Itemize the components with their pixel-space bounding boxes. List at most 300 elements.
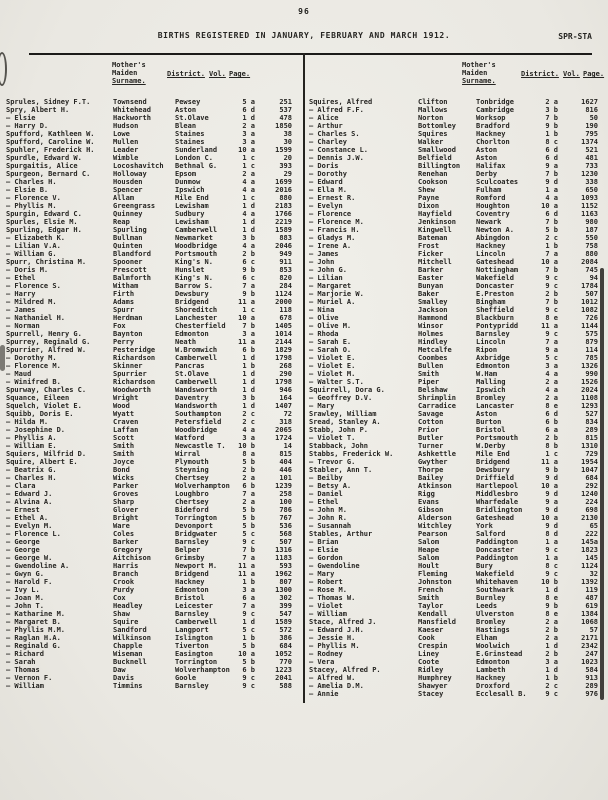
page-ref: 678 [279, 314, 292, 322]
district: Easington [175, 650, 213, 658]
district: Barnsley [476, 330, 510, 338]
table-row [6, 122, 296, 130]
mother-maiden-surname: Herdman [113, 314, 143, 322]
entry-name: Sread, Stanley A. [309, 418, 381, 426]
table-row [6, 146, 296, 154]
page-ref: 2000 [275, 298, 292, 306]
entry-name: — Gwendoline [309, 562, 360, 570]
entry-name: Spurling, Edgar H. [6, 226, 82, 234]
page-ref: 807 [279, 578, 292, 586]
table-row [6, 322, 296, 330]
mother-maiden-surname: Metcalfe [418, 346, 452, 354]
entry-name: — Irene A. [309, 242, 352, 250]
volume: 2 b [545, 290, 558, 298]
entry-name: — Harry [6, 290, 36, 298]
page-ref: 1239 [275, 482, 292, 490]
volume: 11 a [238, 298, 255, 306]
table-row [6, 602, 296, 610]
mother-maiden-surname: Whitehead [113, 106, 151, 114]
mother-maiden-surname: Mallows [418, 106, 448, 114]
district: Hackney [175, 578, 205, 586]
table-row [6, 274, 296, 282]
table-row [6, 354, 296, 362]
page-ref: 527 [585, 410, 598, 418]
mother-maiden-surname: Hammond [418, 314, 448, 322]
page-ref: 1310 [581, 442, 598, 450]
volume: 6 d [242, 106, 255, 114]
mother-maiden-surname: Heape [418, 546, 440, 554]
district: Lewisham [175, 218, 209, 226]
page-ref: 2183 [275, 202, 292, 210]
mother-maiden-surname: Chapple [113, 642, 143, 650]
page-ref: 386 [279, 634, 292, 642]
volume: 4 a [242, 178, 255, 186]
volume: 10 b [238, 442, 255, 450]
district: Burnley [476, 594, 506, 602]
header-maiden: Maiden [462, 69, 488, 77]
entry-name: — Annie [309, 690, 339, 698]
mother-maiden-surname: Norton [418, 114, 444, 122]
volume: 8 a [242, 450, 255, 458]
entry-name: — Ethel [6, 274, 36, 282]
volume: 4 a [242, 186, 255, 194]
entry-name: — Mildred M. [6, 298, 57, 306]
table-row [6, 562, 296, 570]
table-row [6, 458, 296, 466]
table-row [6, 330, 296, 338]
page-ref: 853 [279, 266, 292, 274]
table-row [6, 570, 296, 578]
table-row [6, 258, 296, 266]
table-row [6, 650, 296, 658]
district: Camberwell [175, 354, 218, 362]
table-row [6, 402, 296, 410]
district: Woodbridge [175, 426, 218, 434]
column-divider [303, 53, 305, 703]
mother-maiden-surname: Hackworth [113, 114, 151, 122]
entry-name: Srawley, William [309, 410, 377, 418]
mother-maiden-surname: Blandford [113, 250, 151, 258]
table-row [6, 234, 296, 242]
volume: 6 c [242, 274, 255, 282]
district: Bridgend [476, 458, 510, 466]
table-row [6, 634, 296, 642]
volume: 5 b [242, 522, 255, 530]
scan-artifact [0, 345, 5, 371]
mother-maiden-surname: Piper [418, 378, 440, 386]
page-ref: 399 [279, 602, 292, 610]
entry-name: — Arthur [309, 122, 343, 130]
district: Bristol [476, 426, 506, 434]
volume: 7 a [242, 602, 255, 610]
district: Axbridge [476, 354, 510, 362]
table-row [6, 362, 296, 370]
volume: 6 d [545, 146, 558, 154]
volume: 3 a [242, 586, 255, 594]
table-row [6, 466, 296, 474]
volume: 9 c [242, 682, 255, 690]
page-ref: 770 [279, 658, 292, 666]
district: Middlesbro [476, 490, 519, 498]
mother-maiden-surname: Hayfield [418, 210, 452, 218]
page-ref: 404 [279, 458, 292, 466]
mother-maiden-surname: Coombes [418, 354, 448, 362]
mother-maiden-surname: Shaw [113, 610, 130, 618]
entry-name: Spurles, Elsie M. [6, 218, 78, 226]
district: Blean [175, 122, 197, 130]
page-ref: 758 [585, 242, 598, 250]
page-ref: 1392 [581, 578, 598, 586]
page-ref: 2024 [581, 386, 598, 394]
table-row [6, 498, 296, 506]
volume: 11 a [541, 458, 558, 466]
mother-maiden-surname: Spooner [113, 258, 143, 266]
table-row [6, 626, 296, 634]
mother-maiden-surname: Renehan [418, 170, 448, 178]
volume: 2 a [545, 98, 558, 106]
entry-name: — Elsie [6, 114, 36, 122]
table-row [309, 634, 602, 642]
district: Bromley [476, 394, 506, 402]
page-ref: 101 [279, 474, 292, 482]
district: Langport [175, 626, 209, 634]
district: Wandsworth [175, 402, 218, 410]
page-ref: 1108 [581, 394, 598, 402]
entry-name: — Brian [309, 538, 339, 546]
mother-maiden-surname: Rigg [418, 490, 435, 498]
entry-name: — Florence M. [6, 362, 61, 370]
volume: 2 a [242, 474, 255, 482]
volume: 6 b [242, 346, 255, 354]
left-header-vol: Vol. [209, 70, 226, 78]
page-ref: 575 [585, 330, 598, 338]
page-ref: 1012 [581, 298, 598, 306]
table-row [6, 474, 296, 482]
district: Dewsbury [175, 290, 209, 298]
district: Bridgwater [175, 530, 218, 538]
table-row [6, 346, 296, 354]
table-row [6, 658, 296, 666]
page-ref: 911 [279, 258, 292, 266]
district: Barnsley [175, 610, 209, 618]
table-row [309, 450, 602, 458]
district: Petersfield [175, 418, 222, 426]
district: Leicester [175, 602, 213, 610]
page-ref: 393 [279, 162, 292, 170]
left-entries-column [6, 98, 296, 690]
volume: 5 a [242, 98, 255, 106]
entry-name: — Joan M. [6, 594, 44, 602]
district: W.Bromwich [175, 346, 218, 354]
volume: 3 b [545, 106, 558, 114]
entry-name: — John R. [309, 514, 347, 522]
table-row [6, 378, 296, 386]
entry-name: — Sarah E. [309, 338, 352, 346]
volume: 1 a [545, 554, 558, 562]
mother-maiden-surname: Bailey [418, 474, 444, 482]
entry-name: — James [309, 250, 339, 258]
table-row [309, 346, 602, 354]
volume: 5 c [242, 530, 255, 538]
mother-maiden-surname: Prescott [113, 266, 147, 274]
table-row [6, 194, 296, 202]
entry-name: — Ella M. [309, 186, 347, 194]
entry-name: — Marjorie W. [309, 290, 364, 298]
district: Lanchester [175, 314, 218, 322]
table-row [309, 386, 602, 394]
table-row [6, 426, 296, 434]
entry-name: — Mary [309, 402, 335, 410]
right-header-district: District. [521, 70, 559, 78]
district: Derby [476, 170, 498, 178]
volume: 1 a [545, 186, 558, 194]
volume: 4 a [242, 426, 255, 434]
district: Sudbury [175, 210, 205, 218]
volume: 4 a [545, 370, 558, 378]
page-ref: 222 [585, 530, 598, 538]
entry-name: — Winifred B. [6, 378, 61, 386]
table-row [6, 450, 296, 458]
district: Shoreditch [175, 306, 218, 314]
volume: 2 c [545, 682, 558, 690]
entry-name: — Lilian V.A. [6, 242, 61, 250]
district: Salford [476, 530, 506, 538]
district: Islington [175, 634, 213, 642]
entry-name: — Charles H. [6, 178, 57, 186]
entry-name: — George [6, 546, 40, 554]
district: Wharfedale [476, 498, 519, 506]
page-ref: 1589 [275, 226, 292, 234]
table-row [309, 210, 602, 218]
header-surname: Surname. [112, 77, 146, 85]
district: Chertsey [175, 474, 209, 482]
mother-maiden-surname: Taylor [418, 602, 444, 610]
entry-name: — Katharine M. [6, 610, 66, 618]
volume: 7 b [545, 298, 558, 306]
district: Watford [175, 434, 205, 442]
entry-name: — Norman [6, 322, 40, 330]
entry-name: — Rose M. [309, 586, 347, 594]
district: St.Olave [175, 370, 209, 378]
volume: 5 c [545, 354, 558, 362]
district: Hastings [476, 626, 510, 634]
page-ref: 1223 [275, 666, 292, 674]
volume: 2 a [545, 378, 558, 386]
entry-name: — Gladys M. [309, 234, 356, 242]
table-row [309, 282, 602, 290]
mother-maiden-surname: Balmforth [113, 274, 151, 282]
mother-maiden-surname: Kendall [418, 610, 448, 618]
mother-maiden-surname: Shrimplin [418, 394, 456, 402]
table-row [6, 394, 296, 402]
page-ref: 1954 [581, 458, 598, 466]
mother-maiden-surname: Baynton [113, 330, 143, 338]
page-ref: 2084 [581, 258, 598, 266]
volume: 9 d [545, 490, 558, 498]
district: Wandsworth [175, 386, 218, 394]
volume: 2 a [545, 618, 558, 626]
entry-name: Spurrell, Henry G. [6, 330, 82, 338]
right-header-page: Page. [583, 70, 605, 78]
district: Lewisham [175, 202, 209, 210]
volume: 3 a [242, 330, 255, 338]
mother-maiden-surname: Laffan [113, 426, 139, 434]
page-ref: 30 [283, 138, 292, 146]
district: Camberwell [175, 618, 218, 626]
page-ref: 588 [279, 682, 292, 690]
entry-name: — Olive [309, 314, 339, 322]
mother-maiden-surname: Belfield [418, 154, 452, 162]
page-ref: 816 [585, 106, 598, 114]
mother-maiden-surname: Witchley [418, 522, 452, 530]
entry-name: — Edward J.H. [309, 626, 364, 634]
page-ref: 1240 [581, 490, 598, 498]
page-ref: 1293 [581, 402, 598, 410]
mother-maiden-surname: Parker [113, 482, 139, 490]
district: Wolverhampton [175, 482, 230, 490]
district: Hackney [476, 130, 506, 138]
table-row [309, 114, 602, 122]
district: E.Preston [476, 290, 514, 298]
entry-name: — William E. [6, 442, 57, 450]
entry-name: Spurgin, Edward C. [6, 210, 82, 218]
entry-name: — Thomas W. [309, 594, 356, 602]
entry-name: — Daniel [309, 490, 343, 498]
left-header-district: District. [167, 70, 205, 78]
page-number: 96 [298, 7, 310, 16]
page-ref: 1798 [275, 354, 292, 362]
entry-name: — Elsie B. [6, 186, 49, 194]
mother-maiden-surname: Craven [113, 418, 139, 426]
table-row [6, 490, 296, 498]
mother-maiden-surname: Payne [418, 194, 440, 202]
volume: 9 b [545, 602, 558, 610]
volume: 6 b [242, 482, 255, 490]
entry-name: Stabbs, Frederick W. [309, 450, 394, 458]
district: Bridlington [476, 506, 523, 514]
table-row [6, 218, 296, 226]
volume: 8 b [545, 442, 558, 450]
district: Wolverhampton [175, 666, 230, 674]
district: Mile End [476, 450, 510, 458]
volume: 9 c [545, 330, 558, 338]
page-ref: 946 [279, 386, 292, 394]
district: Portsmouth [476, 434, 519, 442]
table-row [309, 546, 602, 554]
district: Devonport [175, 522, 213, 530]
district: Loughbro [175, 490, 209, 498]
volume: 1 d [242, 354, 255, 362]
entry-name: — Lilian [309, 274, 343, 282]
page-ref: 1798 [275, 378, 292, 386]
table-row [6, 610, 296, 618]
page-ref: 834 [585, 418, 598, 426]
table-row [309, 594, 602, 602]
header-maiden: Maiden [112, 69, 138, 77]
entry-name: Spurrier, Alfred W. [6, 346, 87, 354]
volume: 1 b [242, 362, 255, 370]
page-ref: 568 [279, 530, 292, 538]
entry-name: — Charles H. [6, 474, 57, 482]
entry-name: — Violet E. [309, 362, 356, 370]
mother-maiden-surname: Wimble [113, 154, 139, 162]
volume: 1 d [242, 618, 255, 626]
entry-name: — James [6, 306, 36, 314]
page-ref: 1405 [275, 322, 292, 330]
volume: 8 d [545, 530, 558, 538]
volume: 10 a [541, 258, 558, 266]
volume: 1 c [242, 194, 255, 202]
mother-maiden-surname: Bunyan [418, 282, 444, 290]
page-ref: 879 [585, 338, 598, 346]
table-row [6, 386, 296, 394]
entry-name: — Phyllis M.M. [6, 626, 66, 634]
table-row [309, 98, 602, 106]
mother-maiden-surname: Stacey [418, 690, 444, 698]
district: Bradford [476, 122, 510, 130]
table-row [6, 530, 296, 538]
entry-name: — Alfred F.F. [309, 106, 364, 114]
entry-name: Spurway, Charles C. [6, 386, 87, 394]
volume: 2 a [242, 170, 255, 178]
mother-maiden-surname: Fox [113, 322, 126, 330]
page-ref: 478 [279, 114, 292, 122]
entry-name: Sprules, Sidney F.T. [6, 98, 91, 106]
entry-name: Spurrey, Reginald G. [6, 338, 91, 346]
table-row [309, 314, 602, 322]
entry-name: Spry, Albert H. [6, 106, 70, 114]
volume: 8 c [545, 138, 558, 146]
volume: 5 b [242, 458, 255, 466]
table-row [309, 442, 602, 450]
entry-name: — Amelia D.M. [309, 682, 364, 690]
page-ref: 2219 [275, 218, 292, 226]
volume: 1 c [242, 306, 255, 314]
entry-name: — Florence [309, 210, 352, 218]
table-row [6, 98, 296, 106]
table-row [309, 354, 602, 362]
page-ref: 507 [279, 538, 292, 546]
table-row [6, 266, 296, 274]
mother-maiden-surname: Locoshavitch [113, 162, 164, 170]
page-ref: 1407 [275, 402, 292, 410]
page-ref: 537 [279, 106, 292, 114]
page-ref: 1599 [275, 146, 292, 154]
district: King's N. [175, 274, 213, 282]
table-row [309, 378, 602, 386]
entry-name: — Ethel A. [6, 514, 49, 522]
scan-artifact [600, 268, 604, 700]
entry-name: — Harold F. [6, 578, 53, 586]
mother-maiden-surname: Easter [418, 274, 444, 282]
volume: 1 d [545, 586, 558, 594]
volume: 11 a [238, 338, 255, 346]
entry-name: Spurgeon, Bernard C. [6, 170, 91, 178]
volume: 4 a [545, 194, 558, 202]
district: Tonbridge [476, 98, 514, 106]
page-ref: 1093 [581, 194, 598, 202]
page-ref: 949 [279, 250, 292, 258]
mother-maiden-surname: Gwyther [418, 458, 448, 466]
district: Whitehaven [476, 578, 519, 586]
district: Steyning [175, 466, 209, 474]
district: Chertsey [175, 498, 209, 506]
page-ref: 1230 [581, 170, 598, 178]
mother-maiden-surname: Barker [113, 538, 139, 546]
district: Paddington [476, 554, 519, 562]
volume: 9 d [545, 522, 558, 530]
table-row [6, 178, 296, 186]
